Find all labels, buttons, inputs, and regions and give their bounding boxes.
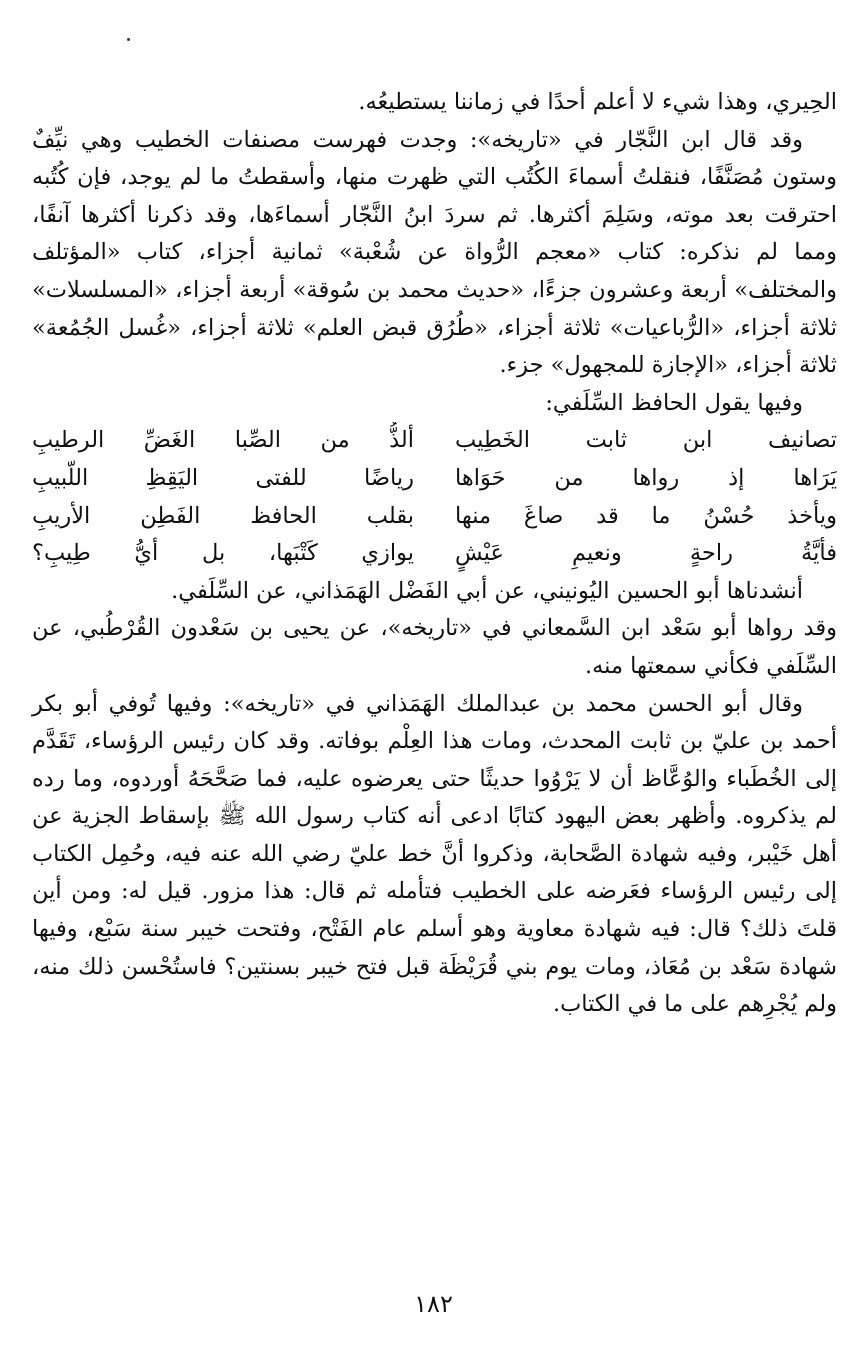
paragraph-silafi-intro: وفيها يقول الحافظ السِّلَفي: [545, 389, 803, 416]
verse-first-hemistich: فأيَّةُ راحةٍ ونعيمِ عَيْشٍ [455, 540, 837, 567]
verse-line [32, 422, 837, 460]
verse-second-hemistich: رياضًا للفتى اليَقِظِ اللَّبيبِ [32, 464, 414, 491]
paragraph-ibn-najjar: وقد قال ابن النَّجّار في «تاريخه»: وجدت فهرست مصنفات الخطيب وهي نيِّفٌ وستون مُصَنَّفًا، فنقلتُ أسماءَ الكُتُب التي ظهرت منها، وأسقطتُ ما لم يوجد، فإن كُتُبه احترقت بعد موته، وسَلِمَ أكثرها. ثم سردَ ابنُ النَّجّار أسماءَها، وقد ذكرنا أكثرها آنفًا، ومما لم نذكره: كتاب «معجم الرُّواة عن شُعْبة» ثمانية أجزاء، كتاب «المؤتلف والمختلف» أربعة وعشرون جزءًا، «حديث محمد بن سُوقة» أربعة أجزاء، «المسلسلات» ثلاثة أجزاء، «الرُّباعيات» ثلاثة أجزاء، «طُرُق قبض العلم» ثلاثة أجزاء، «غُسل الجُمُعة» ثلاثة أجزاء، «الإجازة للمجهول» جزء. [32, 126, 837, 379]
verse-second-hemistich: يوازي كَتْبَها، بل أيُّ طِيبِ؟ [32, 540, 414, 567]
verse-second-hemistich: ألذُّ من الصِّبا الغَضِّ الرطيبِ [32, 427, 414, 454]
paragraph-younini: أنشدناها أبو الحسين اليُونيني، عن أبي الفَضْل الهَمَذاني، عن السِّلَفي. [171, 577, 803, 604]
verse-first-hemistich: يَرَاها إذ رواها من حَوَاها [455, 464, 837, 491]
paragraph-continuation: الحِيري، وهذا شيء لا أعلم أحدًا في زماننا يستطيعُه. [358, 89, 837, 115]
page-number: ١٨٢ [414, 1290, 453, 1318]
verse-line [32, 498, 837, 536]
verse-first-hemistich: تصانيف ابن ثابت الخَطِيب [455, 427, 837, 454]
verse-line [32, 535, 837, 573]
page-body [32, 84, 837, 1024]
verse-line [32, 460, 837, 498]
poem [32, 422, 837, 572]
verse-first-hemistich: ويأخذ حُسْنُ ما قد صاغَ منها [455, 502, 837, 529]
stray-dot [127, 38, 130, 41]
paragraph-samani: وقد رواها أبو سَعْد ابن السَّمعاني في «تاريخه»، عن يحيى بن سَعْدون القُرْطُبي، عن السِّلَفي فكأني سمعتها منه. [32, 615, 837, 679]
paragraph-hamadhani: وقال أبو الحسن محمد بن عبدالملك الهَمَذاني في «تاريخه»: وفيها تُوفي أبو بكر أحمد بن عليّ بن ثابت المحدث، ومات هذا العِلْم بوفاته. وقد كان رئيس الرؤساء، تَقَدَّم إلى الخُطَباء والوُعَّاظ أن لا يَرْوُوا حديثًا حتى يعرضوه عليه، فما صَحَّحَهُ أوردوه، وما رده لم يذكروه. وأظهر بعض اليهود كتابًا ادعى أنه كتاب رسول الله ﷺ بإسقاط الجزية عن أهل خَيْبر، وفيه شهادة الصَّحابة، وذكروا أنَّ خط عليّ رضي الله عنه فيه، وحُمِل الكتاب إلى رئيس الرؤساء فعَرضه على الخطيب فتأمله ثم قال: هذا مزور. قيل له: ومن أين قلتَ ذلك؟ قال: فيه شهادة معاوية وهو أسلم عام الفَتْح، وفتحت خيبر سنة سَبْع، وفيها شهادة سَعْد بن مُعَاذ، ومات يوم بني قُرَيْظَة قبل فتح خيبر بسنتين؟ فاستُحْسن ذلك منه، ولم يُجْرِهم على ما في الكتاب. [32, 690, 837, 1018]
verse-second-hemistich: بقلب الحافظ الفَطِن الأريبِ [32, 502, 414, 529]
